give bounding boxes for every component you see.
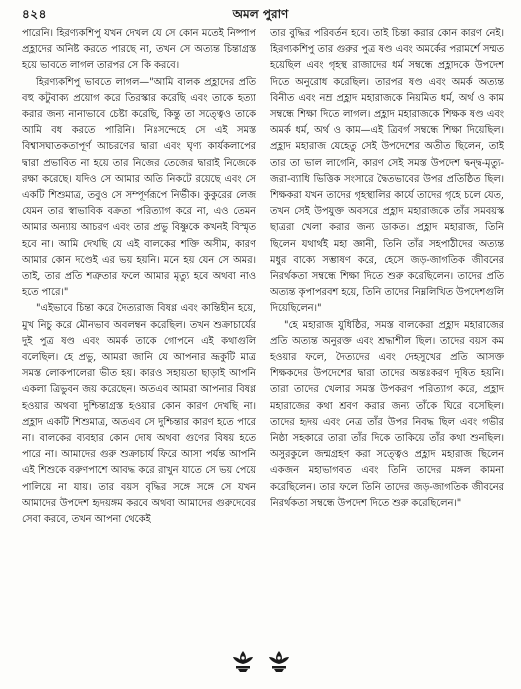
footer-ornament — [0, 648, 521, 674]
left-column — [22, 26, 256, 638]
page-number: ৪২৪ — [22, 7, 47, 21]
paragraph: "এইভাবে চিন্তা করে দৈত্যরাজ বিষণ্ণ এবং কান্তিহীন হয়ে, মুখ নিচু করে মৌনভাব অবলম্বন করেছিল। তখন শুক্রাচার্যের দুই পুত্র ষণ্ড এবং অমর্ক তাকে গোপনে এই কথাগুলি বলেছিল। হে প্রভু, আমরা জানি যে আপনার ভ্রূকুটি মাত্র সমস্ত লোকপালেরা ভীত হয়। কারও সহায়তা ছাড়াই আপনি একলা ত্রিভুবন জয় করেছেন। অতএব আমরা আপনার বিষণ্ণ হওয়ার অথবা দুশ্চিন্তাগ্রস্ত হওয়ার কোন কারণ দেখছি না। প্রহ্লাদ একটি শিশুমাত্র, অতএব সে দুশ্চিন্তার কারণ হতে পারে না। বালকের ব্যবহার কোন দোষ অথবা গুণের বিষয় হতে পারে না। আমাদের গুরু শুক্রাচার্য ফিরে আসা পর্যন্ত আপনি এই শিশুকে বরুণপাশে আবদ্ধ করে রাখুন যাতে সে ভয় পেয়ে পালিয়ে না যায়। তার বয়স বৃদ্ধির সঙ্গে সঙ্গে সে যখন আমাদের উপদেশ হৃদয়ঙ্গম করবে অথবা আমাদের গুরুদেবের সেবা করবে, তখন আপনা থেকেই — [22, 303, 256, 526]
paragraph: পারেনি। হিরণ্যকশিপু যখন দেখল যে সে কোন মতেই নিষ্পাপ প্রহ্লাদের অনিষ্ট করতে পারছে না, তখন সে অত্যন্ত চিন্তাগ্রস্ত হয়ে ভাবতে লাগল তারপর সে কি করবে। — [22, 28, 256, 72]
lotus-ornament-icon — [266, 648, 292, 674]
text-columns — [22, 26, 504, 638]
paragraph: হিরণ্যকশিপু ভাবতে লাগল—"আমি বালক প্রহ্লাদের প্রতি বহু কটুবাক্য প্রয়োগ করে তিরস্কার করেছি এবং তাকে হত্যা করার জন্য নানাভাবে চেষ্টা করেছি, কিন্তু তা সত্ত্বেও তাকে আমি বধ করতে পারিনি। নিঃসন্দেহে সে এই সমস্ত বিশ্বাসঘাতকতাপূর্ণ আচরণের দ্বারা এবং ঘৃণ্য কার্যকলাপের দ্বারা প্রভাবিত না হয়ে তার নিজের তেজের দ্বারাই নিজেকে রক্ষা করেছে। যদিও সে আমার অতি নিকটে রয়েছে এবং সে একটি শিশুমাত্র, তবুও সে সম্পূর্ণরূপে নির্ভীক। কুকুরের লেজ যেমন তার স্বাভাবিক বক্রতা পরিত্যাগ করে না, এও তেমন আমার অন্যায় আচরণ এবং তার প্রভু বিষ্ণুকে কখনই বিস্মৃত হবে না। আমি দেখছি যে এই বালকের শক্তি অসীম, কারণ আমার কোন দণ্ডেই এর ভয় হয়নি। মনে হয় যেন সে অমর। তাই, তার প্রতি শত্রুতার ফলে আমার মৃত্যু হবে অথবা নাও হতে পারে।" — [22, 76, 256, 299]
lotus-ornament-icon — [230, 648, 256, 674]
running-title: অমল পুরাণ — [232, 7, 289, 21]
paragraph: "হে মহারাজ যুধিষ্ঠির, সমস্ত বালকেরা প্রহ্লাদ মহারাজের প্রতি অত্যন্ত অনুরক্ত এবং শ্রদ্ধাশীল ছিল। তাদের বয়স কম হওয়ার ফলে, দৈত্যদের এবং দেহসুখের প্রতি আসক্ত শিক্ষকদের উপদেশের দ্বারা তাদের অন্তঃকরণ দূষিত হয়নি। তারা তাদের খেলার সমস্ত উপকরণ পরিত্যাগ করে, প্রহ্লাদ মহারাজের কথা শ্রবণ করার জন্য তাঁকে ঘিরে বসেছিল। তাদের হৃদয় এবং নেত্র তাঁর উপর নিবদ্ধ ছিল এবং গভীর নিষ্ঠা সহকারে তারা তাঁর দিকে তাকিয়ে তাঁর কথা শুনছিল। অসুরকুলে জন্মগ্রহণ করা সত্ত্বেও প্রহ্লাদ মহারাজ ছিলেন একজন মহাভাগবত এবং তিনি তাদের মঙ্গল কামনা করেছিলেন। তার ফলে তিনি তাদের জড়-জাগতিক জীবনের নিরর্থকতা সম্বন্ধে উপদেশ দিতে শুরু করেছিলেন।" — [270, 319, 504, 509]
paragraph: তার বুদ্ধির পরিবর্তন হবে। তাই চিন্তা করার কোন কারণ নেই। হিরণ্যকশিপু তার গুরুর পুত্র ষণ্ড এবং অমর্কের পরামর্শে সম্মত হয়েছিল এবং গৃহস্থ রাজাদের ধর্ম সম্বন্ধে প্রহ্লাদকে উপদেশ দিতে অনুরোধ করেছিল। তারপর ষণ্ড এবং অমর্ক অত্যন্ত বিনীত এবং নম্র প্রহ্লাদ মহারাজকে নিয়মিত ধর্ম, অর্থ ও কাম সম্বন্ধে শিক্ষা দিতে লাগল। প্রহ্লাদ মহারাজকে শিক্ষক ষণ্ড এবং অমর্ক ধর্ম, অর্থ ও কাম—এই ত্রিবর্গ সম্বন্ধে শিক্ষা দিয়েছিল। প্রহ্লাদ মহারাজ যেহেতু সেই উপদেশের অতীত ছিলেন, তাই তার তা ভাল লাগেনি, কারণ সেই সমস্ত উপদেশ দ্বন্দ্ব-মৃত্যু-জরা-ব্যাধি ভিত্তিক সংসারে দ্বৈতভাবের উপর প্রতিষ্ঠিত ছিল। শিক্ষকরা যখন তাদের গৃহস্থালির কার্যে তাদের গৃহে চলে যেত, তখন সেই উপযুক্ত অবসরে প্রহ্লাদ মহারাজকে তাঁর সমবয়স্ক ছাত্ররা খেলা করার জন্য ডাকত। প্রহ্লাদ মহারাজ, তিনি ছিলেন যথার্থই মহা জ্ঞানী, তিনি তাঁর সহপাঠীদের অত্যন্ত মধুর বাক্যে সম্ভাষণ করে, হেসে জড়-জাগতিক জীবনের নিরর্থকতা সম্বন্ধে শিক্ষা দিতে শুরু করেছিলেন। তাদের প্রতি অত্যন্ত কৃপাপরবশ হয়ে, তিনি তাদের নিম্নলিখিত উপদেশগুলি দিয়েছিলেন।" — [270, 28, 504, 315]
page-header — [22, 4, 499, 24]
right-column — [270, 26, 504, 638]
